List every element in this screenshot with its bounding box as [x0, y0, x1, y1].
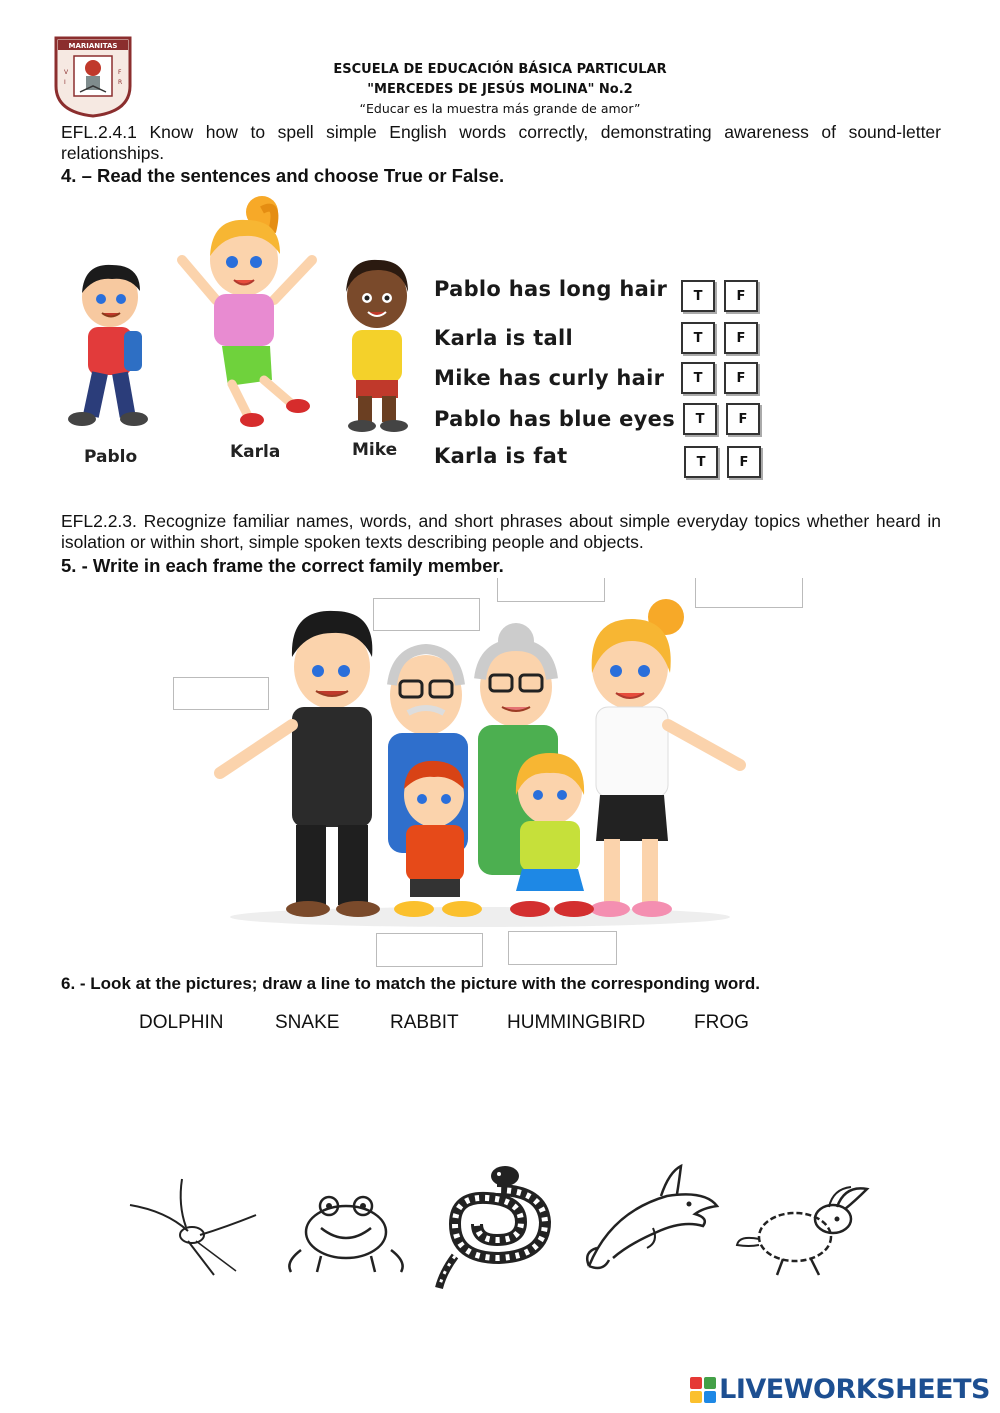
- frog-picture[interactable]: [281, 1190, 411, 1276]
- school-name: ESCUELA DE EDUCACIÓN BÁSICA PARTICULAR: [333, 62, 667, 77]
- answer-frame-daughter[interactable]: [508, 931, 617, 965]
- sentence-4: Pablo has blue eyes: [434, 407, 676, 431]
- answer-frame-father[interactable]: [173, 677, 269, 710]
- school-motto: “Educar es la muestra más grande de amor”: [359, 101, 641, 116]
- sentence-2: Karla is tall: [434, 326, 573, 350]
- objective-spelling: EFL.2.4.1 Know how to spell simple English words correctly, demonstrating awareness of sound-letter relationships.: [61, 122, 941, 163]
- word-snake[interactable]: SNAKE: [275, 1012, 340, 1033]
- exercise-5-heading: 5. - Write in each frame the correct family member.: [61, 555, 504, 576]
- svg-text:V: V: [64, 69, 69, 76]
- true-box-5[interactable]: T: [684, 446, 718, 478]
- word-rabbit[interactable]: RABBIT: [390, 1012, 459, 1033]
- exercise-4-heading: 4. – Read the sentences and choose True or False.: [61, 165, 505, 186]
- sentence-5: Karla is fat: [434, 444, 568, 468]
- answer-frame-son[interactable]: [376, 933, 483, 967]
- true-box-3[interactable]: T: [681, 362, 715, 394]
- dolphin-picture[interactable]: [583, 1162, 723, 1272]
- svg-text:F: F: [118, 69, 122, 76]
- word-dolphin[interactable]: DOLPHIN: [139, 1012, 224, 1033]
- sentence-1: Pablo has long hair: [434, 277, 668, 301]
- answer-frame-grandmother[interactable]: [497, 578, 605, 602]
- false-box-2[interactable]: F: [724, 322, 758, 354]
- answer-frame-grandfather[interactable]: [373, 598, 480, 631]
- answer-frame-mother[interactable]: [695, 578, 803, 608]
- family-illustration: [200, 595, 760, 930]
- false-box-1[interactable]: F: [724, 280, 758, 312]
- kid-name-karla: Karla: [230, 442, 281, 462]
- karla-illustration: [172, 190, 322, 430]
- false-box-3[interactable]: F: [724, 362, 758, 394]
- svg-text:R: R: [118, 79, 123, 86]
- school-logo: [52, 34, 134, 118]
- hummingbird-picture[interactable]: [126, 1175, 260, 1277]
- brand-name: LIVEWORKSHEETS: [719, 1374, 990, 1405]
- objective-recognize: EFL2.2.3. Recognize familiar names, words, and short phrases about simple everyday topics whether heard in isolation or within short, simple spoken texts describing people and objects.: [61, 511, 941, 552]
- pablo-illustration: [60, 255, 160, 435]
- sentence-3: Mike has curly hair: [434, 366, 665, 390]
- true-box-1[interactable]: T: [681, 280, 715, 312]
- mike-illustration: [332, 252, 422, 436]
- true-box-2[interactable]: T: [681, 322, 715, 354]
- liveworksheets-logo-icon: [690, 1377, 716, 1403]
- svg-text:I: I: [64, 79, 66, 86]
- snake-picture[interactable]: [433, 1160, 563, 1290]
- kid-name-mike: Mike: [352, 440, 398, 460]
- word-hummingbird[interactable]: HUMMINGBIRD: [507, 1012, 646, 1033]
- true-box-4[interactable]: T: [683, 403, 717, 435]
- kid-name-pablo: Pablo: [84, 447, 138, 467]
- false-box-4[interactable]: F: [726, 403, 760, 435]
- logo-text: MARIANITAS: [68, 42, 118, 50]
- exercise-6-heading: 6. - Look at the pictures; draw a line to match the picture with the corresponding word.: [61, 974, 760, 993]
- word-frog[interactable]: FROG: [694, 1012, 749, 1033]
- liveworksheets-brand: [690, 1374, 990, 1405]
- school-subtitle: "MERCEDES DE JESÚS MOLINA" No.2: [367, 82, 633, 97]
- false-box-5[interactable]: F: [727, 446, 761, 478]
- rabbit-picture[interactable]: [733, 1183, 873, 1279]
